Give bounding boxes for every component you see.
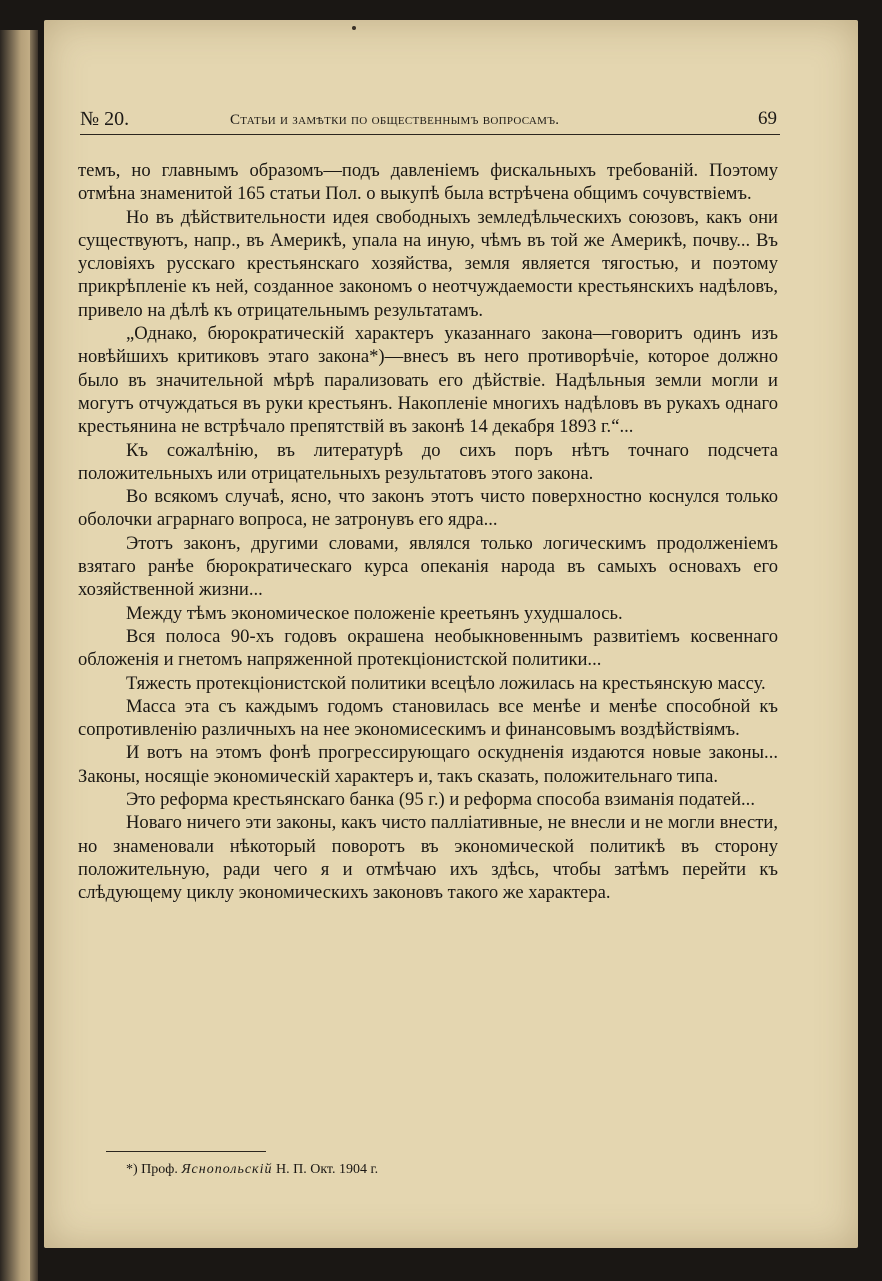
paragraph: И вотъ на этомъ фонѣ прогрессирующаго оскудненія издаются новые законы... Законы, носящіе экономическій характеръ и, такъ сказать, положительнаго типа. xyxy=(78,742,778,787)
paragraph: Къ сожалѣнію, въ литературѣ до сихъ поръ нѣтъ точнаго подсчета положительныхъ или отрицательныхъ результатовъ этого закона. xyxy=(78,439,778,484)
footnote-rule xyxy=(106,1151,266,1152)
paragraph: Масса эта съ каждымъ годомъ становилась все менѣе и менѣе способной къ сопротивленію различныхъ на нее экономисескимъ и финансовымъ воздѣйствіямъ. xyxy=(78,695,778,741)
book-page xyxy=(44,20,858,1248)
paragraph: Это реформа крестьянскаго банка (95 г.) и реформа способа взиманія податей... xyxy=(126,789,755,811)
footnote xyxy=(126,1162,378,1178)
binding-shadow xyxy=(30,30,38,1281)
paragraph: Между тѣмъ экономическое положеніе креетьянъ ухудшалось. xyxy=(126,602,623,624)
paragraph: темъ, но главнымъ образомъ—подъ давленіемъ фискальныхъ требованій. Поэтому отмѣна знаменитой 165 статьи Пол. о выкупѣ была встрѣчена общимъ сочувствіемъ. xyxy=(78,160,778,205)
footnote-rest: Н. П. Окт. 1904 г. xyxy=(272,1162,379,1177)
footnote-author: Яснопольскій xyxy=(181,1162,273,1177)
running-title: Статьи и замѣтки по общественнымъ вопросамъ. xyxy=(230,112,560,128)
header-rule xyxy=(80,134,780,135)
paragraph: Вся полоса 90-хъ годовъ окрашена необыкновеннымъ развитіемъ косвеннаго обложенія и гнетомъ напряженной протекціонистской политики... xyxy=(78,625,778,671)
paragraph: „Однако, бюрократическій характеръ указаннаго закона—говоритъ одинъ изъ новѣйшихъ критиковъ этаго закона*)—внесъ въ него противорѣчіе, которое должно было въ значительной мѣрѣ парализовать его дѣйствіе. Надѣльныя земли могли и могутъ отчуждаться въ руки крестьянъ. Накопленіе многихъ надѣловъ въ рукахъ однаго крестьянина не встрѣчало препятствій въ законѣ 14 декабря 1893 г.“... xyxy=(78,323,778,438)
adjacent-page-edge xyxy=(0,30,38,1281)
paper-speck xyxy=(352,26,356,30)
page-number: 69 xyxy=(758,108,777,129)
paragraph: Во всякомъ случаѣ, ясно, что законъ этотъ чисто поверхностно коснулся только оболочки аграрнаго вопроса, не затронувъ его ядра... xyxy=(78,486,778,531)
issue-number: № 20. xyxy=(80,108,130,130)
body-text xyxy=(78,159,778,905)
footnote-marker: *) Проф. xyxy=(126,1162,182,1177)
running-header xyxy=(80,108,780,132)
paragraph: Но въ дѣйствительности идея свободныхъ земледѣльческихъ союзовъ, какъ они существуютъ, напр., въ Америкѣ, упала на иную, чѣмъ въ той же Америкѣ, почву... Въ условіяхъ русскаго крестьянскаго хозяйства, земля является тягостью, и поэтому прикрѣпленіе къ ней, созданное закономъ о неотчуждаемости крестьянскихъ надѣловъ, привело на дѣлѣ къ отрицательнымъ результатамъ. xyxy=(78,206,778,321)
paragraph: Этотъ законъ, другими словами, являлся только логическимъ продолженіемъ взятаго ранѣе бюрократическаго курса опеканія народа въ самыхъ основахъ его хозяйственной жизни... xyxy=(78,532,778,601)
paragraph: Новаго ничего эти законы, какъ чисто палліативные, не внесли и не могли внести, но знаменовали нѣкоторый поворотъ въ экономической политикѣ въ сторону положительную, ради чего я и отмѣчаю ихъ здѣсь, чтобы затѣмъ перейти къ слѣдующему циклу экономическихъ законовъ такого же характера. xyxy=(78,812,778,904)
paragraph: Тяжесть протекціонистской политики всецѣло ложилась на крестьянскую массу. xyxy=(126,672,766,694)
